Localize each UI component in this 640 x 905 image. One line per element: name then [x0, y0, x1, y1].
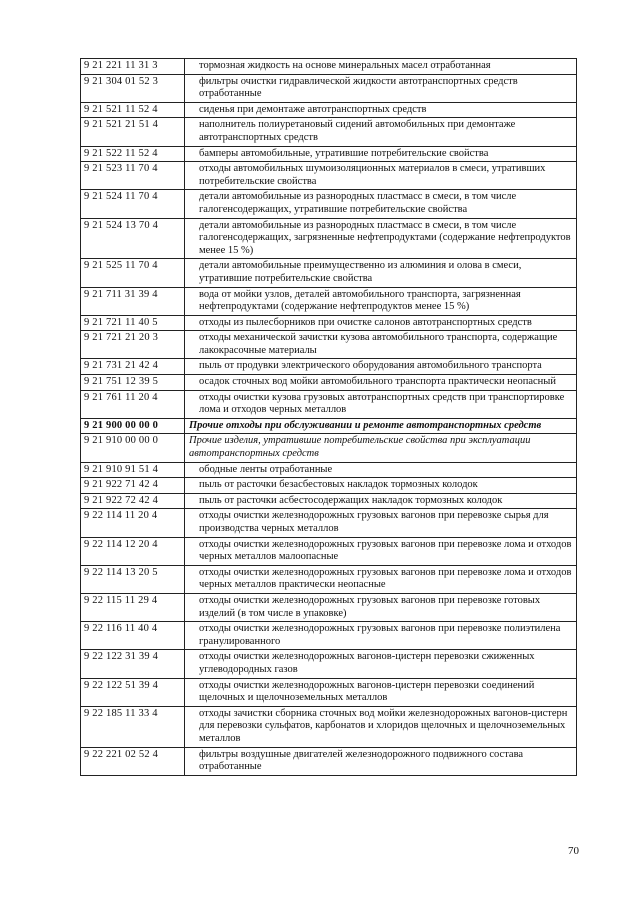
- waste-name-cell: фильтры очистки гидравлической жидкости автотранспортных средств отработанные: [185, 74, 577, 102]
- table-row: [81, 287, 577, 315]
- waste-code-cell: 9 22 114 12 20 4: [81, 537, 185, 565]
- table-row: [81, 74, 577, 102]
- table-row: [81, 59, 577, 75]
- waste-name-cell: отходы очистки железнодорожных грузовых вагонов при перевозке лома и отходов черных металлов практически неопасные: [185, 565, 577, 593]
- waste-code-cell: 9 22 122 51 39 4: [81, 678, 185, 706]
- waste-code-cell: 9 21 521 21 51 4: [81, 118, 185, 146]
- table-row: [81, 375, 577, 391]
- waste-code-cell: 9 21 304 01 52 3: [81, 74, 185, 102]
- table-row: [81, 390, 577, 418]
- page-number: 70: [568, 845, 579, 857]
- table-row: [81, 146, 577, 162]
- table-row: [81, 509, 577, 537]
- waste-name-cell: осадок сточных вод мойки автомобильного транспорта практически неопасный: [185, 375, 577, 391]
- waste-name-cell: детали автомобильные из разнородных пластмасс в смеси, в том числе галогенсодержащих, загрязненные нефтепродуктами (содержание нефтепродуктов менее 15 %): [185, 218, 577, 259]
- table-row: [81, 593, 577, 621]
- table-row: [81, 678, 577, 706]
- waste-code-cell: 9 22 114 13 20 5: [81, 565, 185, 593]
- table-row: [81, 162, 577, 190]
- waste-name-cell: отходы автомобильных шумоизоляционных материалов в смеси, утративших потребительские свойства: [185, 162, 577, 190]
- waste-name-cell: Прочие изделия, утратившие потребительские свойства при эксплуатации автотранспортных средств: [185, 434, 577, 462]
- waste-name-cell: отходы из пылесборников при очистке салонов автотранспортных средств: [185, 315, 577, 331]
- table-row: [81, 462, 577, 478]
- waste-code-cell: 9 22 185 11 33 4: [81, 706, 185, 747]
- waste-code-cell: 9 21 711 31 39 4: [81, 287, 185, 315]
- waste-name-cell: отходы зачистки сборника сточных вод мойки железнодорожных вагонов-цистерн для перевозки сульфатов, карбонатов и хлоридов щелочных и щелочноземельных металлов: [185, 706, 577, 747]
- waste-name-cell: вода от мойки узлов, деталей автомобильного транспорта, загрязненная нефтепродуктами (содержание нефтепродуктов менее 15 %): [185, 287, 577, 315]
- table-row: [81, 434, 577, 462]
- waste-code-cell: 9 21 922 71 42 4: [81, 478, 185, 494]
- waste-name-cell: пыль от расточки асбестосодержащих накладок тормозных колодок: [185, 493, 577, 509]
- waste-code-cell: 9 21 731 21 42 4: [81, 359, 185, 375]
- waste-name-cell: тормозная жидкость на основе минеральных масел отработанная: [185, 59, 577, 75]
- waste-code-cell: 9 21 721 21 20 3: [81, 331, 185, 359]
- table-row: [81, 218, 577, 259]
- waste-code-cell: 9 21 525 11 70 4: [81, 259, 185, 287]
- table-row: [81, 650, 577, 678]
- waste-name-cell: детали автомобильные преимущественно из алюминия и олова в смеси, утратившие потребительские свойства: [185, 259, 577, 287]
- table-row: [81, 315, 577, 331]
- waste-name-cell: наполнитель полиуретановый сидений автомобильных при демонтаже автотранспортных средств: [185, 118, 577, 146]
- waste-name-cell: Прочие отходы при обслуживании и ремонте автотранспортных средств: [185, 418, 577, 434]
- waste-name-cell: пыль от расточки безасбестовых накладок тормозных колодок: [185, 478, 577, 494]
- table-row: [81, 259, 577, 287]
- table-row: [81, 622, 577, 650]
- waste-code-cell: 9 22 221 02 52 4: [81, 747, 185, 775]
- waste-name-cell: отходы очистки железнодорожных вагонов-цистерн перевозки сжиженных углеводородных газов: [185, 650, 577, 678]
- waste-code-cell: 9 21 910 00 00 0: [81, 434, 185, 462]
- table-row: [81, 118, 577, 146]
- waste-code-cell: 9 22 114 11 20 4: [81, 509, 185, 537]
- waste-code-cell: 9 21 751 12 39 5: [81, 375, 185, 391]
- waste-name-cell: отходы очистки железнодорожных вагонов-цистерн перевозки соединений щелочных и щелочноземельных металлов: [185, 678, 577, 706]
- waste-code-cell: 9 21 522 11 52 4: [81, 146, 185, 162]
- waste-code-cell: 9 21 524 11 70 4: [81, 190, 185, 218]
- table-row: [81, 102, 577, 118]
- waste-name-cell: ободные ленты отработанные: [185, 462, 577, 478]
- waste-code-cell: 9 22 122 31 39 4: [81, 650, 185, 678]
- table-row: [81, 706, 577, 747]
- table-row: [81, 190, 577, 218]
- waste-code-cell: 9 21 523 11 70 4: [81, 162, 185, 190]
- waste-name-cell: фильтры воздушные двигателей железнодорожного подвижного состава отработанные: [185, 747, 577, 775]
- waste-name-cell: детали автомобильные из разнородных пластмасс в смеси, в том числе галогенсодержащих, утратившие потребительские свойства: [185, 190, 577, 218]
- waste-name-cell: отходы очистки кузова грузовых автотранспортных средств при транспортировке лома и отходов черных металлов: [185, 390, 577, 418]
- waste-code-cell: 9 21 761 11 20 4: [81, 390, 185, 418]
- waste-name-cell: отходы очистки железнодорожных грузовых вагонов при перевозке готовых изделий (в том числе в упаковке): [185, 593, 577, 621]
- waste-code-cell: 9 21 910 91 51 4: [81, 462, 185, 478]
- table-body: [81, 59, 577, 776]
- waste-classifier-table: [80, 58, 577, 776]
- table-row: [81, 747, 577, 775]
- waste-code-cell: 9 21 524 13 70 4: [81, 218, 185, 259]
- table-row: [81, 537, 577, 565]
- waste-name-cell: отходы очистки железнодорожных грузовых вагонов при перевозке лома и отходов черных металлов малоопасные: [185, 537, 577, 565]
- table-row: [81, 331, 577, 359]
- waste-name-cell: пыль от продувки электрического оборудования автомобильного транспорта: [185, 359, 577, 375]
- table-row: [81, 478, 577, 494]
- waste-code-cell: 9 21 521 11 52 4: [81, 102, 185, 118]
- waste-code-cell: 9 21 221 11 31 3: [81, 59, 185, 75]
- waste-code-cell: 9 22 116 11 40 4: [81, 622, 185, 650]
- waste-code-cell: 9 21 922 72 42 4: [81, 493, 185, 509]
- table-row: [81, 418, 577, 434]
- table-row: [81, 565, 577, 593]
- table-row: [81, 359, 577, 375]
- waste-name-cell: сиденья при демонтаже автотранспортных средств: [185, 102, 577, 118]
- waste-code-cell: 9 21 900 00 00 0: [81, 418, 185, 434]
- waste-name-cell: отходы механической зачистки кузова автомобильного транспорта, содержащие лакокрасочные материалы: [185, 331, 577, 359]
- waste-name-cell: отходы очистки железнодорожных грузовых вагонов при перевозке сырья для производства черных металлов: [185, 509, 577, 537]
- waste-name-cell: отходы очистки железнодорожных грузовых вагонов при перевозке полиэтилена гранулированного: [185, 622, 577, 650]
- waste-name-cell: бамперы автомобильные, утратившие потребительские свойства: [185, 146, 577, 162]
- table-row: [81, 493, 577, 509]
- waste-code-cell: 9 21 721 11 40 5: [81, 315, 185, 331]
- waste-code-cell: 9 22 115 11 29 4: [81, 593, 185, 621]
